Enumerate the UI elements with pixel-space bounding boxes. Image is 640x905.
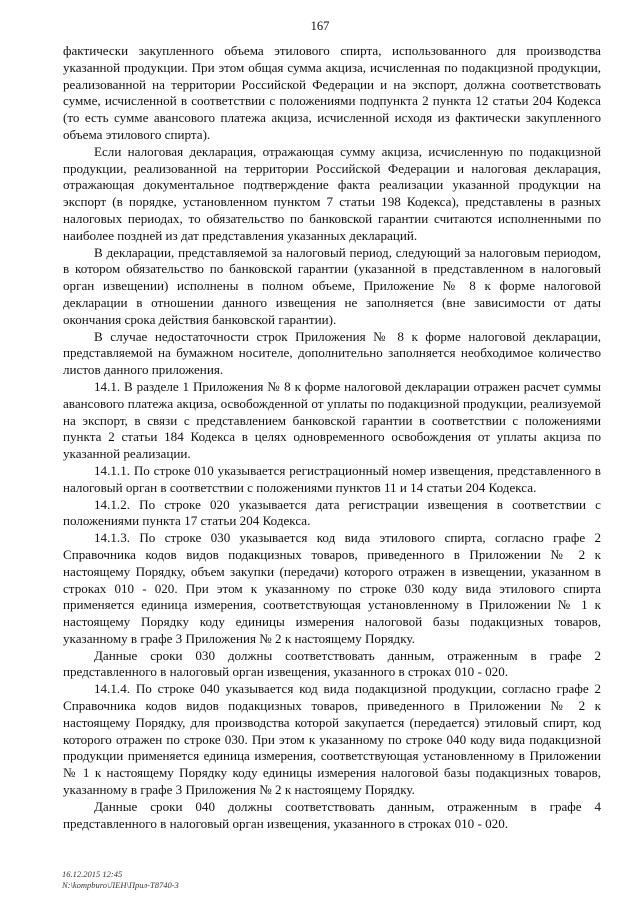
paragraph-continuation: фактически закупленного объема этилового спирта, использованного для производства указанной продукции. При этом общая сумма акциза, исчисленная по подакцизной продукции, реализованной на территории Российской Федерации и на экспорт, должна соответствовать сумме, исчисленной в соответствии с положениями подпункта 2 пункта 12 статьи 204 Кодекса (то есть сумме авансового платежа акциза, исчисленной исходя из фактически закупленного объема этилового спирта). — [63, 43, 601, 142]
paragraph: Данные сроки 040 должны соответствовать данным, отраженным в графе 4 представленного в налоговый орган извещения, указанного в строках 010 - 020. — [63, 798, 601, 831]
page-number: 167 — [310, 19, 330, 33]
paragraph-section-14-1-3: 14.1.3. По строке 030 указывается код вида этилового спирта, согласно графе 2 Справочника кодов видов подакцизных товаров, приведенного в Приложении № 2 к настоящему Порядку, объем закупки (передачи) которого отражен в извещении, указанном в строках 010 - 020. При этом к указанному по строке 030 коду вида этилового спирта применяется единица измерения, соответствующая установленному в Приложении № 1 к настоящему Порядку коду единицы измерения налоговой базы подакцизных товаров, указанному в графе 3 Приложения № 2 к настоящему Порядку. — [63, 530, 601, 646]
paragraph-section-14-1-2: 14.1.2. По строке 020 указывается дата регистрации извещения в соответствии с положениями пункта 17 статьи 204 Кодекса. — [63, 496, 601, 529]
paragraph-section-14-1: 14.1. В разделе 1 Приложения № 8 к форме налоговой декларации отражен расчет суммы авансового платежа акциза, освобожденной от уплаты по подакцизной продукции, реализуемой на экспорт, в связи с представлением банковской гарантии в соответствии с положениями пункта 2 статьи 184 Кодекса в целях одновременного освобождения от уплаты акциза по указанной реализации. — [63, 378, 601, 462]
paragraph: В случае недостаточности строк Приложения № 8 к форме налоговой декларации, представляемой на бумажном носителе, дополнительно заполняется необходимое количество листов данного приложения. — [63, 328, 601, 378]
document-footer — [62, 869, 179, 890]
paragraph-section-14-1-1: 14.1.1. По строке 010 указывается регистрационный номер извещения, представленного в налоговый орган в соответствии с положениями пунктов 11 и 14 статьи 204 Кодекса. — [63, 462, 601, 495]
footer-date: 16.12.2015 12:45 — [62, 869, 123, 879]
paragraph: В декларации, представляемой за налоговый период, следующий за налоговым периодом, в котором обязательство по банковской гарантии (указанной в представленном в налоговый орган извещении) исполнены в полном объеме, Приложение № 8 к форме налоговой декларации в отношении данного извещения не заполняется (вне зависимости от даты окончания срока действия банковской гарантии). — [63, 244, 601, 327]
paragraph-section-14-1-4: 14.1.4. По строке 040 указывается код вида подакцизной продукции, согласно графе 2 Справочника кодов видов подакцизных товаров, приведенного в Приложении № 2 к настоящему Порядку, для производства которой закупается (передается) этиловый спирт, код которого отражен по строке 030. При этом к указанному по строке 040 коду вида подакцизной продукции применяется единица измерения, соответствующая установленному в Приложении № 1 к настоящему Порядку коду единицы измерения налоговой базы подакцизных товаров, указанному в графе 3 Приложения № 2 к настоящему Порядку. — [63, 681, 601, 798]
paragraph: Данные сроки 030 должны соответствовать данным, отраженным в графе 2 представленного в налоговый орган извещения, указанного в строках 010 - 020. — [63, 647, 601, 680]
paragraph: Если налоговая декларация, отражающая сумму акциза, исчисленную по подакцизной продукции, реализованной на территории Российской Федерации и налоговая декларация, отражающая документальное подтверждение факта реализации указанной продукции на экспорт (в порядке, установленном пунктом 7 статьи 198 Кодекса), представлены в разных налоговых периодах, то обязательство по банковской гарантии считаются исполненными по наиболее поздней из дат представления указанных деклараций. — [63, 143, 601, 243]
footer-file-path: N:\kompburo\ЛЕН\Прил-Т8740-3 — [62, 879, 179, 890]
document-body — [63, 43, 601, 832]
